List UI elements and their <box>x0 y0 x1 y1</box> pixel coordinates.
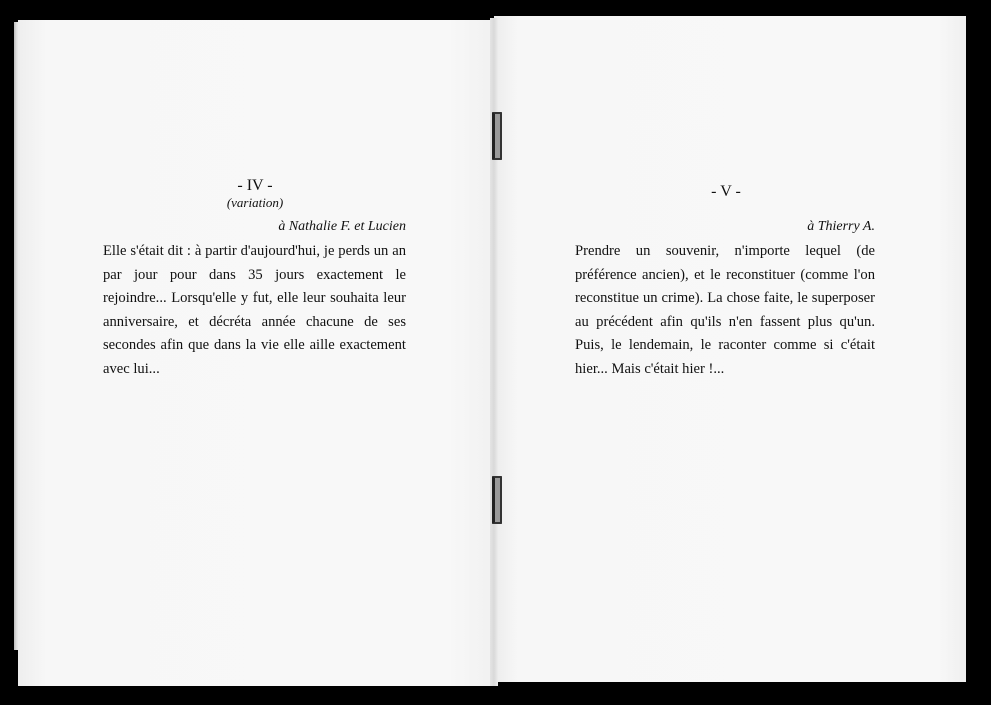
right-heading-block <box>676 183 776 201</box>
left-page-subheading: (variation) <box>226 195 284 210</box>
left-page-dedication: à Nathalie F. et Lucien <box>278 219 406 234</box>
staple-bottom <box>492 476 502 524</box>
left-heading-block <box>200 177 310 210</box>
right-page-heading: - V - <box>711 183 741 200</box>
right-page-dedication: à Thierry A. <box>807 219 875 234</box>
right-page-body: Prendre un souvenir, n'importe lequel (de préférence ancien), et le reconstituer (comme l'on reconstitue un crime). La chose faite, le superposer au précédent afin qu'ils n'en fassent plus qu'un. Puis, le lendemain, le raconter comme si c'était hier... Mais c'était hier !... <box>575 243 875 377</box>
staple-top <box>492 112 502 160</box>
left-page-body: Elle s'était dit : à partir d'aujourd'hui, je perds un an par jour pour dans 35 jours exactement le rejoindre... Lorsqu'elle y fut, elle leur souhaita leur anniversaire, et décréta année chacune de ses secondes afin que dans la vie elle aille exactement avec lui... <box>103 243 406 377</box>
left-page-heading: - IV - <box>237 177 273 194</box>
